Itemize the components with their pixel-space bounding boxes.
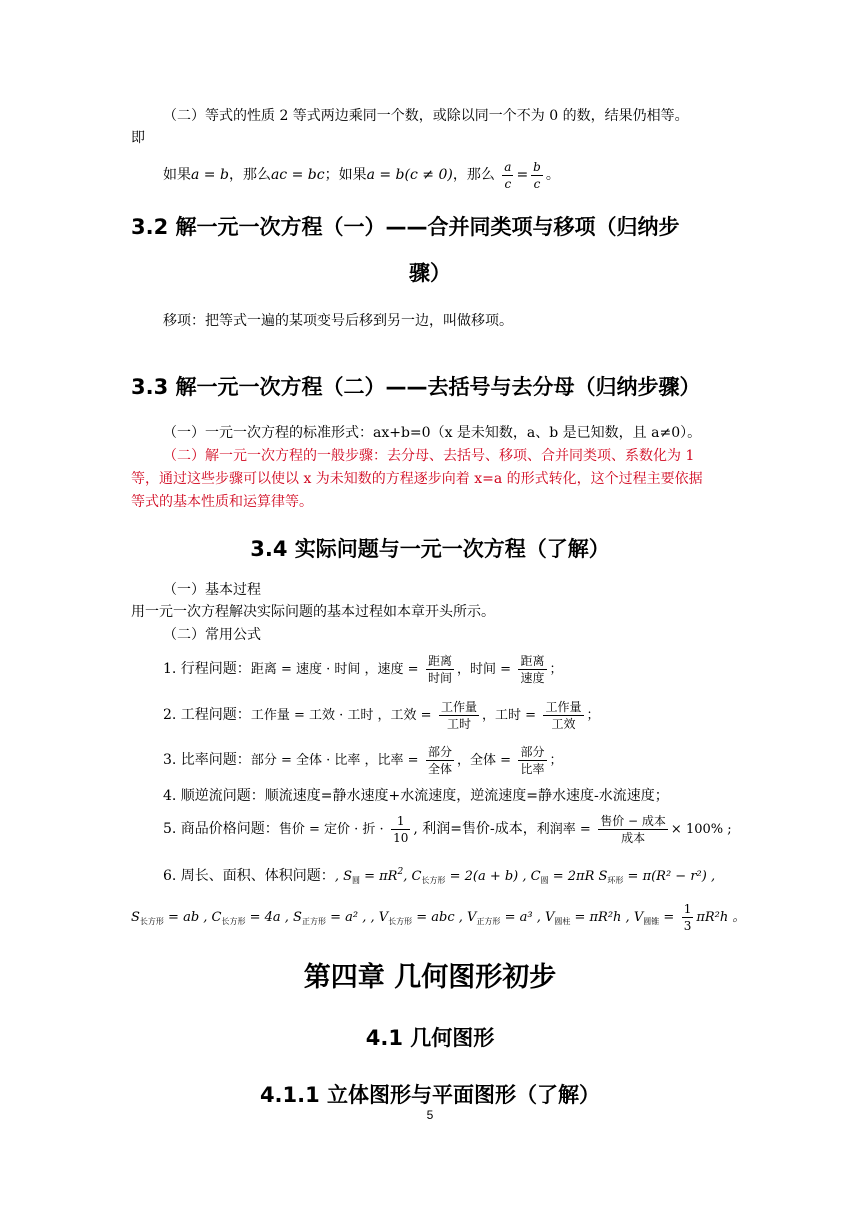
formula-travel: 1. 行程问题：距离 = 速度 · 时间 ，速度 = $\frac{\text{距离}}{\text{时间}}$ ，时间 = $\frac{\text{距离}}{\text{速度}}$ ；	[163, 653, 563, 685]
heading-4-1-1: 4.1.1 立体图形与平面图形（了解）	[259, 1083, 601, 1107]
heading-3-2-line2: 骤）	[409, 261, 451, 285]
solving-steps-line3: 等式的基本性质和运算律等。	[131, 494, 313, 510]
fraction-b-over-c: $\frac{b}{c}$	[533, 159, 541, 191]
page-number: 5	[426, 1108, 434, 1122]
formula-ratio: 3. 比率问题：部分 = 全体 · 比率 ，比率 = $\frac{\text{部分}}{\text{全体}}$ ，全体 = $\frac{\text{部分}}{\text{比率}}$ ；	[163, 744, 563, 776]
formula-stream: 4. 顺逆流问题：顺流速度=静水速度+水流速度，逆流速度=静水速度-水流速度；	[163, 788, 669, 804]
basic-process-label: （一）基本过程	[163, 582, 261, 598]
formula-geometry-line2: $S_{长方形}$ = ab , $C_{长方形} = 4a$ , $S_{正方形} = a^2$ , , $V_{长方形}$ = abc , $V_{正方形} = a^3$ , $V_{圆柱} = \pi R^2h$ , $V_{圆锥}$ = $\frac{1}{3}$ πR²h 。	[131, 901, 746, 933]
standard-form-text: （一）一元一次方程的标准形式：ax+b=0（x 是未知数，a、b 是已知数，且 a≠0）。	[163, 425, 702, 441]
common-formulas-label: （二）常用公式	[163, 627, 261, 643]
transposition-definition: 移项：把等式一遍的某项变号后移到另一边，叫做移项。	[163, 313, 513, 329]
property2-continuation: 即	[131, 130, 145, 146]
basic-process-text: 用一元一次方程解决实际问题的基本过程如本章开头所示。	[131, 604, 495, 620]
heading-3-4: 3.4 实际问题与一元一次方程（了解）	[250, 537, 610, 561]
formula-geometry-line1: 6. 周长、面积、体积问题：, $S_圆 = \pi R^2$, $C_{长方形} = 2(a + b)$ , $C_圆 = 2\pi R$ $S_{环形} = \pi(R^2 - r^2)$ ,	[163, 867, 716, 885]
property2-formula: 如果a = b，那么ac = bc；如果a = b(c ≠ 0)，那么 $\frac{a}{c}$ = $\frac{b}{c}$ 。	[163, 159, 560, 191]
formula-price: 5. 商品价格问题：售价 = 定价 · 折 · $\frac{1}{10}$ , 利润=售价-成本，利润率 = $\frac{\text{售价 − 成本}}{\text{成本}}$ × 100% ;	[163, 813, 732, 845]
heading-3-2-line1: 3.2 解一元一次方程（一）——合并同类项与移项（归纳步	[131, 215, 680, 239]
fraction-a-over-c: $\frac{a}{c}$	[504, 159, 512, 191]
solving-steps-line1: （二）解一元一次方程的一般步骤：去分母、去括号、移项、合并同类项、系数化为 1	[163, 448, 695, 464]
chapter-4-title: 第四章 几何图形初步	[303, 962, 557, 993]
property2-text: （二）等式的性质 2 等式两边乘同一个数，或除以同一个不为 0 的数，结果仍相等。	[163, 108, 689, 124]
solving-steps-line2: 等，通过这些步骤可以使以 x 为未知数的方程逐步向着 x=a 的形式转化，这个过程主要依据	[131, 471, 703, 487]
heading-4-1: 4.1 几何图形	[365, 1026, 495, 1050]
heading-3-3: 3.3 解一元一次方程（二）——去括号与去分母（归纳步骤）	[131, 375, 701, 399]
formula-work: 2. 工程问题：工作量 = 工效 · 工时 ，工效 = $\frac{\text{工作量}}{\text{工时}}$ ，工时 = $\frac{\text{工作量}}{\text{工效}}$ ；	[163, 699, 600, 731]
